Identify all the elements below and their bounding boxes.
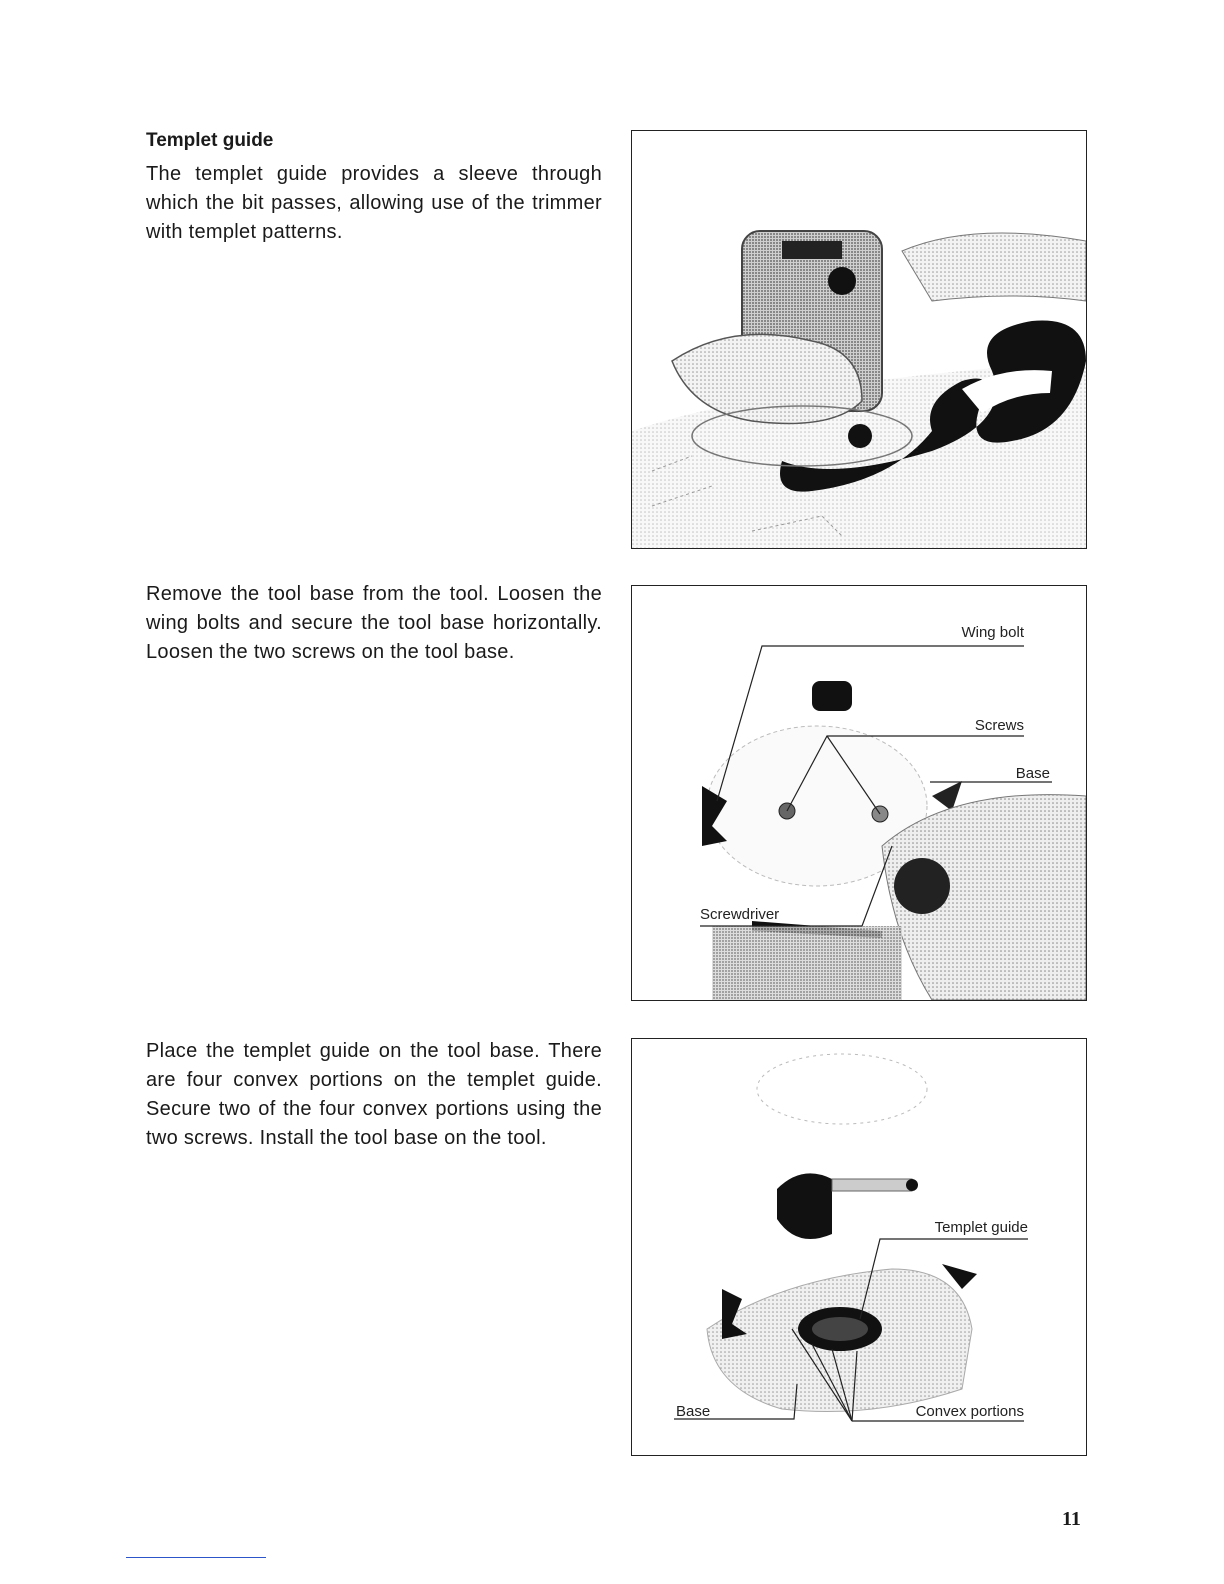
label-base: Base (676, 1403, 711, 1420)
label-screws: Screws (974, 717, 1024, 734)
section-heading: Templet guide (146, 130, 274, 151)
step-1-paragraph: Remove the tool base from the tool. Loosen the wing bolts and secure the tool base horizontally. Loosen the two screws on the tool base. (146, 583, 602, 663)
label-templet-guide: Templet guide (934, 1219, 1028, 1236)
label-wing-bolt: Wing bolt (961, 624, 1024, 641)
tool-base-illustration (632, 586, 1086, 1000)
page-number: 11 (1062, 1508, 1081, 1530)
label-convex-portions: Convex portions (915, 1403, 1024, 1420)
templet-guide-illustration (632, 1039, 1086, 1455)
label-screwdriver: Screwdriver (700, 906, 780, 923)
figure-trimmer-photo (631, 130, 1087, 549)
step-2-paragraph: Place the templet guide on the tool base. There are four convex portions on the templet guide. Secure two of the four convex portions using the two screws. Install the tool base on the tool. (146, 1040, 602, 1149)
footer-rule (126, 1557, 266, 1558)
trimmer-illustration (632, 131, 1086, 548)
figure-templet-guide-base (631, 1038, 1087, 1456)
label-base: Base (1015, 765, 1050, 782)
intro-paragraph: The templet guide provides a sleeve through which the bit passes, allowing use of the trimmer with templet patterns. (146, 163, 602, 243)
figure-tool-base-screws (631, 585, 1087, 1001)
